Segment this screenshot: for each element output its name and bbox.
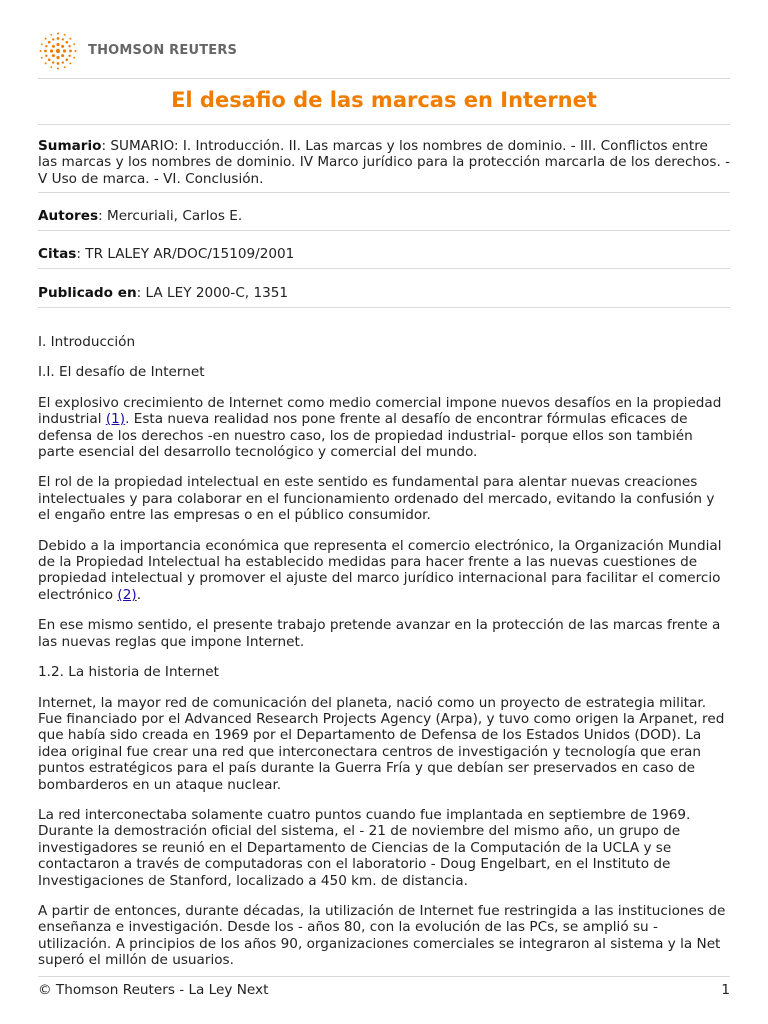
divider	[38, 78, 730, 79]
paragraph	[38, 538, 730, 604]
autores-field	[38, 208, 730, 224]
sumario-value: : SUMARIO: I. Introducción. II. Las marcas y los nombres de dominio. - III. Conflictos entre las marcas y los nombres de dominio. IV Marco jurídico para la protección marcarIa de los derechos. - V Uso de marca. - VI. Conclusión.	[38, 138, 730, 187]
section-heading: I. Introducción	[38, 334, 136, 350]
paragraph-text: Debido a la importancia económica que representa el comercio electrónico, la Organización Mundial de la Propiedad Intelectual ha establecido medidas para hacer frente a las nuevas cuestiones de propiedad intelectual y promover el ajuste del marco jurídico internacional para facilitar el comercio electrónico	[38, 537, 722, 603]
divider	[38, 230, 730, 231]
document-body	[38, 334, 730, 983]
autores-label: Autores	[38, 208, 99, 224]
paragraph: El rol de la propiedad intelectual en este sentido es fundamental para alentar nuevas creaciones intelectuales y para colaborar en el funcionamiento ordenado del mercado, evitando la confusión y el engaño entre las empresas o en el público consumidor.	[38, 474, 715, 524]
publicado-label: Publicado en	[38, 285, 137, 301]
sumario-field	[38, 138, 730, 187]
divider	[38, 192, 730, 193]
publicado-value: : LA LEY 2000-C, 1351	[136, 285, 289, 301]
paragraph: Internet, la mayor red de comunicación del planeta, nació como un proyecto de estrategia militar. Fue financiado por el Advanced Research Projects Agency (Arpa), y tuvo como origen la Arpanet, red que había sido creada en 1969 por el Departamento de Defensa de los Estados Unidos (DOD). La idea original fue crear una red que interconectara centros de investigación y tecnología que eran puntos estratégicos para el país durante la Guerra Fría y que debían ser preservados en caso de bombarderos en un ataque nuclear.	[38, 694, 725, 793]
paragraph: A partir de entonces, durante décadas, la utilización de Internet fue restringida a las instituciones de enseñanza e investigación. Desde los - años 80, con la evolución de las PCs, se amplió su - utilización. A principios de los años 90, organizaciones comerciales se integraron al sistema y la Net superó el millón de usuarios.	[38, 902, 726, 969]
document-page	[38, 0, 730, 1024]
subsection-heading: I.I. El desafío de Internet	[38, 364, 205, 381]
paragraph-text: .	[136, 586, 142, 603]
sumario-label: Sumario	[38, 138, 102, 154]
citas-value: : TR LALEY AR/DOC/15109/2001	[76, 246, 295, 262]
brand-header	[38, 31, 237, 71]
page-number: 1	[721, 982, 730, 998]
document-title: El desafio de las marcas en Internet	[171, 88, 597, 112]
footnote-link-1[interactable]: (1)	[105, 411, 126, 428]
paragraph-text: . Esta nueva realidad nos pone frente al desafío de encontrar fórmulas eficaces de defensa de los derechos -en nuestro caso, los de propiedad industrial- porque ellos son también parte esencial del desarrollo tecnológico y comercial del mundo.	[38, 411, 693, 461]
paragraph: En ese mismo sentido, el presente trabajo pretende avanzar en la protección de las marcas frente a las nuevas reglas que impone Internet.	[38, 617, 721, 650]
divider	[38, 124, 730, 125]
autores-value: : Mercuriali, Carlos E.	[98, 208, 243, 224]
paragraph	[38, 395, 730, 461]
divider	[38, 307, 730, 308]
divider	[38, 268, 730, 269]
publicado-field	[38, 285, 730, 301]
subsection-heading: 1.2. La historia de Internet	[38, 664, 219, 681]
paragraph-text: El explosivo crecimiento de Internet como medio comercial impone nuevos desafíos en la propiedad industrial	[38, 394, 722, 428]
brand-name: THOMSON REUTERS	[88, 42, 238, 58]
footer-divider	[38, 976, 730, 977]
thomson-reuters-logo-icon	[38, 31, 78, 71]
paragraph: La red interconectaba solamente cuatro puntos cuando fue implantada en septiembre de 1969. Durante la demostración oficial del sistema, el - 21 de noviembre del mismo año, un grupo de investigadores se reunió en el Departamento de Ciencias de la Computación de la UCLA y se contactaron a través de computadoras con el laboratorio - Doug Engelbart, en el Instituto de Investigaciones de Stanford, localizado a 450 km. de distancia.	[38, 806, 691, 889]
citas-field	[38, 246, 730, 262]
footnote-link-2[interactable]: (2)	[117, 586, 137, 603]
footer-copyright: © Thomson Reuters - La Ley Next	[38, 982, 269, 998]
citas-label: Citas	[38, 246, 77, 262]
page-footer	[38, 982, 730, 998]
